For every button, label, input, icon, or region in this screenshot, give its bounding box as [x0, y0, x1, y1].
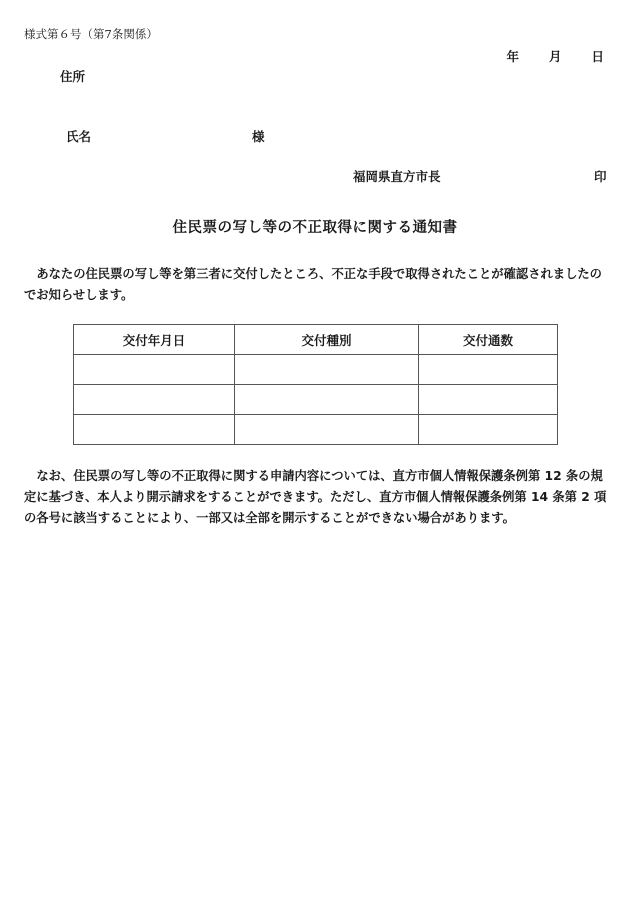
address-label: 住所 [60, 69, 86, 84]
table-cell [235, 385, 419, 415]
seal-mark: 印 [594, 169, 607, 184]
form-number: 様式第６号（第7条関係） [24, 27, 158, 41]
notice-paragraph [24, 264, 608, 306]
document-title: 住民票の写し等の不正取得に関する通知書 [172, 220, 458, 236]
table-header-row [74, 325, 558, 355]
table-cell [74, 415, 235, 445]
table-cell [419, 385, 558, 415]
mayor-title: 福岡県直方市長 [353, 169, 441, 184]
name-label: 氏名 [66, 129, 92, 144]
header-issue-type: 交付種別 [235, 325, 419, 355]
table-row [74, 355, 558, 385]
notice-text: あなたの住民票の写し等を第三者に交付したところ、不正な手段で取得されたことが確認されましたのでお知らせします。 [24, 267, 602, 302]
table-cell [74, 355, 235, 385]
issuance-table [73, 324, 558, 445]
table-cell [235, 355, 419, 385]
table-cell [419, 355, 558, 385]
header-issue-count: 交付通数 [419, 325, 558, 355]
table-row [74, 385, 558, 415]
header-issue-date: 交付年月日 [74, 325, 235, 355]
disclosure-paragraph [24, 466, 608, 529]
table-row [74, 415, 558, 445]
table-cell [235, 415, 419, 445]
date-line [506, 47, 604, 65]
date-year: 年 [506, 49, 519, 64]
disclosure-text: なお、住民票の写し等の不正取得に関する申請内容については、直方市個人情報保護条例第 12 条の規定に基づき、本人より開示請求をすることができます。ただし、直方市個人情報保護条例第 14 条第 2 項の各号に該当することにより、一部又は全部を開示することができない場合があります。 [24, 469, 607, 525]
honorific: 様 [252, 129, 265, 144]
table-cell [74, 385, 235, 415]
date-month: 月 [548, 49, 562, 64]
table-cell [419, 415, 558, 445]
date-day: 日 [591, 49, 604, 64]
